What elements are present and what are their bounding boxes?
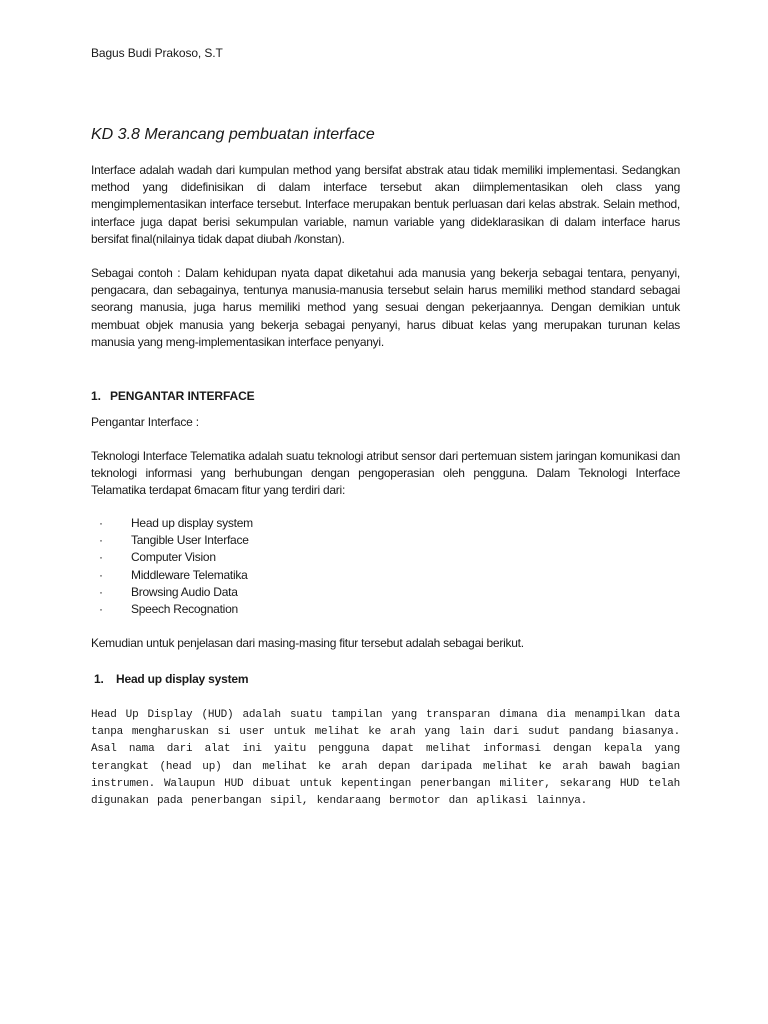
feature-label: Browsing Audio Data <box>131 584 238 599</box>
list-item <box>99 567 253 584</box>
followup-paragraph: Kemudian untuk penjelasan dari masing-masing fitur tersebut adalah sebagai berikut. <box>91 636 524 650</box>
section-number: 1. <box>91 389 101 403</box>
list-item <box>99 549 253 566</box>
section-body-paragraph: Teknologi Interface Telematika adalah suatu teknologi atribut sensor dari pertemuan sistem jaringan komunikasi dan teknologi informasi yang berhubungan dengan pengoperasian oleh pengguna. Dalam Teknologi Interface Telamatika terdapat 6macam fitur yang terdiri dari: <box>91 449 680 498</box>
bullet-icon: · <box>99 533 103 548</box>
bullet-icon: · <box>99 602 103 617</box>
intro-paragraph: Interface adalah wadah dari kumpulan method yang bersifat abstrak atau tidak memiliki implementasi. Sedangkan method yang didefinisikan di dalam interface tersebut akan diimplementasikan oleh class yang mengimplementasikan interface tersebut. Interface merupakan bentuk perluasan dari kelas abstrak. Selain method, interface juga dapat berisi sekumpulan variable, namun variable yang dideklarasikan di dalam interface harus bersifat final(nilainya tidak dapat diubah /konstan). <box>91 163 680 246</box>
bullet-icon: · <box>99 550 103 565</box>
subsection-number: 1. <box>94 672 104 686</box>
feature-label: Middleware Telematika <box>131 567 248 582</box>
feature-label: Speech Recognation <box>131 602 238 617</box>
list-item <box>99 515 253 532</box>
section-label: Pengantar Interface : <box>91 415 199 429</box>
document-title: KD 3.8 Merancang pembuatan interface <box>91 126 375 143</box>
list-item <box>99 584 253 601</box>
bullet-icon: · <box>99 567 103 582</box>
feature-label: Head up display system <box>131 516 253 530</box>
list-item <box>99 532 253 549</box>
feature-label: Tangible User Interface <box>131 533 249 548</box>
section-heading <box>91 389 255 403</box>
bullet-icon: · <box>99 516 103 530</box>
section-heading-text: PENGANTAR INTERFACE <box>110 389 255 403</box>
subsection-heading <box>94 672 248 686</box>
author-name: Bagus Budi Prakoso, S.T <box>91 46 223 60</box>
list-item <box>99 601 253 618</box>
feature-label: Computer Vision <box>131 550 216 565</box>
feature-list <box>99 515 253 618</box>
hud-paragraph: Head Up Display (HUD) adalah suatu tampilan yang transparan dimana dia menampilkan data tanpa mengharuskan si user untuk melihat ke arah yang lain dari sudut pandang biasanya. Asal nama dari alat ini yaitu pengguna dapat melihat informasi dengan kepala yang terangkat (head up) dan melihat ke arah depan daripada melihat ke arah bawah bagian instrumen. Walaupun HUD dibuat untuk kepentingan penerbangan militer, sekarang HUD telah digunakan pada penerbangan sipil, kendaraang bermotor dan aplikasi lainnya. <box>91 709 680 808</box>
example-paragraph: Sebagai contoh : Dalam kehidupan nyata dapat diketahui ada manusia yang bekerja sebagai tentara, penyanyi, pengacara, dan sebagainya, tentunya manusia-manusia tersebut selain harus memiliki method standard sebagai seorang manusia, juga harus memiliki method yang sesuai dengan pekerjaannya. Dengan demikian untuk membuat objek manusia yang bekerja sebagai penyanyi, harus dibuat kelas yang merupakan turunan kelas manusia yang meng-implementasikan interface penyanyi. <box>91 266 680 349</box>
subsection-heading-text: Head up display system <box>116 672 249 686</box>
bullet-icon: · <box>99 584 103 599</box>
